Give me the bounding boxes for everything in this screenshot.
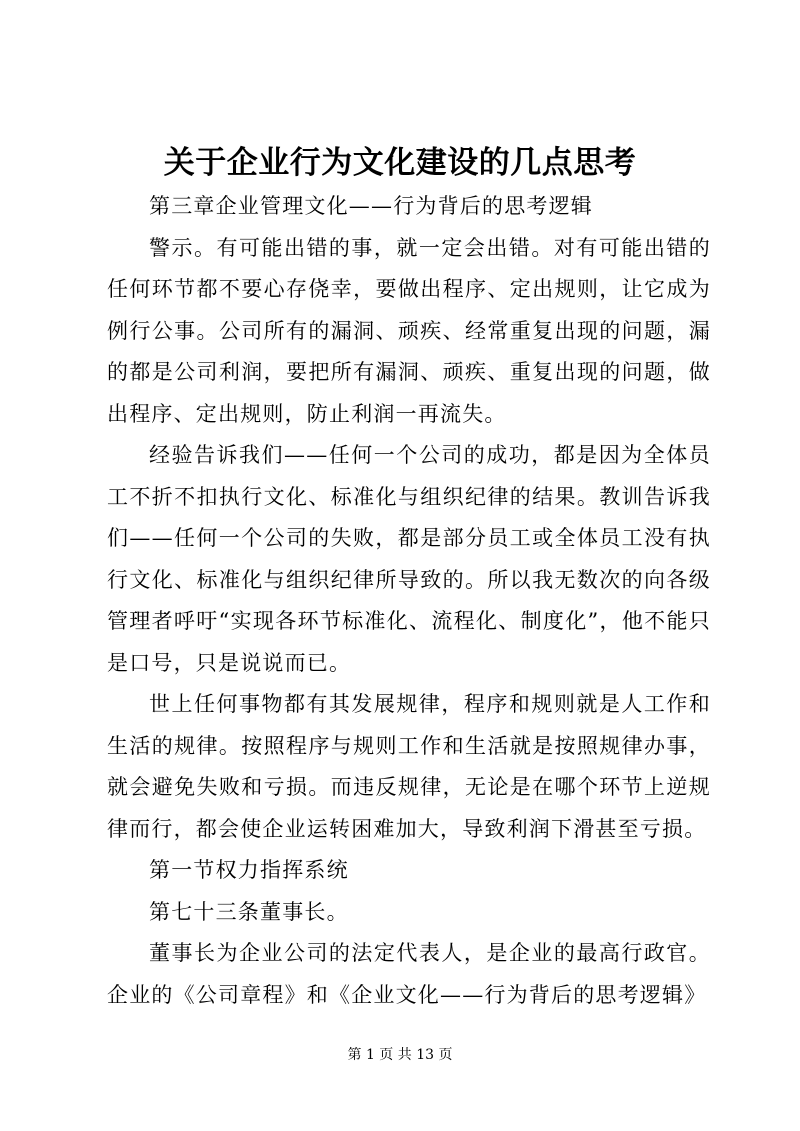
chapter-heading: 第三章企业管理文化——行为背后的思考逻辑 xyxy=(149,194,593,218)
document-body xyxy=(107,186,711,1016)
document-title: 关于企业行为文化建设的几点思考 xyxy=(163,145,637,181)
paragraph-rules: 世上任何事物都有其发展规律，程序和规则就是人工作和生活的规律。按照程序与规则工作和生活就是按照规律办事，就会避免失败和亏损。而违反规律，无论是在哪个环节上逆规律而行，都会使企业运转困难加大，导致利润下滑甚至亏损。 xyxy=(107,692,711,841)
page-footer: 第 1 页 共 13 页 xyxy=(347,1047,453,1063)
article-heading: 第七十三条董事长。 xyxy=(149,899,349,924)
section-heading: 第一节权力指挥系统 xyxy=(149,858,349,882)
paragraph-chairman: 董事长为企业公司的法定代表人，是企业的最高行政官。企业的《公司章程》和《企业文化——行为背后的思考逻辑》 xyxy=(107,941,711,1007)
paragraph-experience: 经验告诉我们——任何一个公司的成功，都是因为全体员工不折不扣执行文化、标准化与组织纪律的结果。教训告诉我们——任何一个公司的失败，都是部分员工或全体员工没有执行文化、标准化与组织纪律所导致的。所以我无数次的向各级管理者呼吁“实现各环节标准化、流程化、制度化”，他不能只是口号，只是说说而已。 xyxy=(107,443,711,675)
paragraph-warning: 警示。有可能出错的事，就一定会出错。对有可能出错的任何环节都不要心存侥幸，要做出程序、定出规则，让它成为例行公事。公司所有的漏洞、顽疾、经常重复出现的问题，漏的都是公司利润，要把所有漏洞、顽疾、重复出现的问题，做出程序、定出规则，防止利润一再流失。 xyxy=(107,235,711,426)
